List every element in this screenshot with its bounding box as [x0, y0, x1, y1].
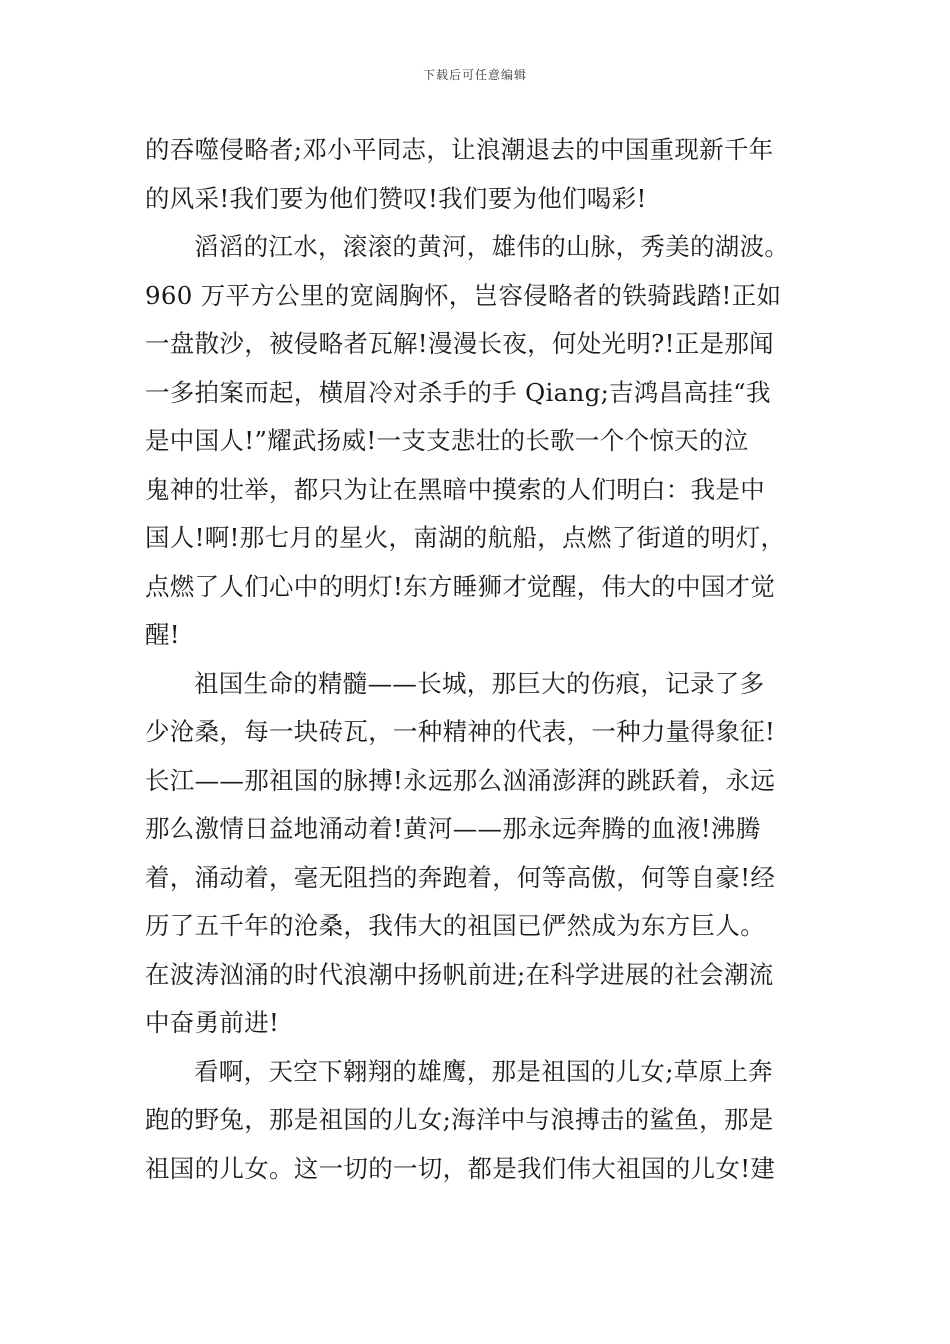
- paragraph-start-line: 滔滔的江水，滚滚的黄河，雄伟的山脉，秀美的湖波。: [194, 232, 790, 261]
- text-line: 历了五千年的沧桑，我伟大的祖国已俨然成为东方巨人。: [145, 911, 765, 940]
- text-line: 国人!啊!那七月的星火，南湖的航船，点燃了街道的明灯，: [145, 523, 786, 552]
- text-line: 长江——那祖国的脉搏!永远那么汹涌澎湃的跳跃着，永远: [145, 765, 776, 795]
- text-line: 960 万平方公里的宽阔胸怀，岂容侵略者的铁骑践踏!正如: [145, 280, 782, 310]
- paragraph-start-line: 看啊，天空下翱翔的雄鹰，那是祖国的儿女;草原上奔: [194, 1056, 773, 1086]
- text-line: 一盘散沙，被侵略者瓦解!漫漫长夜，何处光明?!正是那闻: [145, 329, 774, 358]
- text-line: 那么激情日益地涌动着!黄河——那永远奔腾的血液!沸腾: [145, 814, 761, 843]
- document-body: [145, 126, 817, 1193]
- text-line: 着，涌动着，毫无阻挡的奔跑着，何等高傲，何等自豪!经: [145, 862, 776, 892]
- text-line: 一多拍案而起，横眉冷对杀手的手 Qiang;吉鸿昌高挂“我: [145, 377, 771, 407]
- text-line: 点燃了人们心中的明灯!东方睡狮才觉醒，伟大的中国才觉: [145, 571, 776, 601]
- text-line: 中奋勇前进!: [145, 1008, 280, 1037]
- text-line: 醒!: [145, 620, 180, 649]
- text-line: 的风采!我们要为他们赞叹!我们要为他们喝彩!: [145, 183, 647, 213]
- text-line: 是中国人!”耀武扬威!一支支悲壮的长歌一个个惊天的泣: [145, 426, 749, 455]
- text-line: 在波涛汹涌的时代浪潮中扬帆前进;在科学进展的社会潮流: [145, 959, 774, 989]
- page-header: 下载后可任意编辑: [422, 68, 527, 82]
- paragraph-start-line: 祖国生命的精髓——长城，那巨大的伤痕，记录了多: [194, 668, 765, 698]
- text-line: 祖国的儿女。这一切的一切，都是我们伟大祖国的儿女!建: [145, 1153, 776, 1183]
- text-line: 鬼神的壮举，都只为让在黑暗中摸索的人们明白：我是中: [145, 474, 765, 504]
- text-line: 的吞噬侵略者;邓小平同志，让浪潮退去的中国重现新千年: [145, 135, 774, 164]
- text-line: 跑的野兔，那是祖国的儿女;海洋中与浪搏击的鲨鱼，那是: [145, 1105, 774, 1134]
- text-line: 少沧桑，每一块砖瓦，一种精神的代表，一种力量得象征!: [145, 717, 776, 746]
